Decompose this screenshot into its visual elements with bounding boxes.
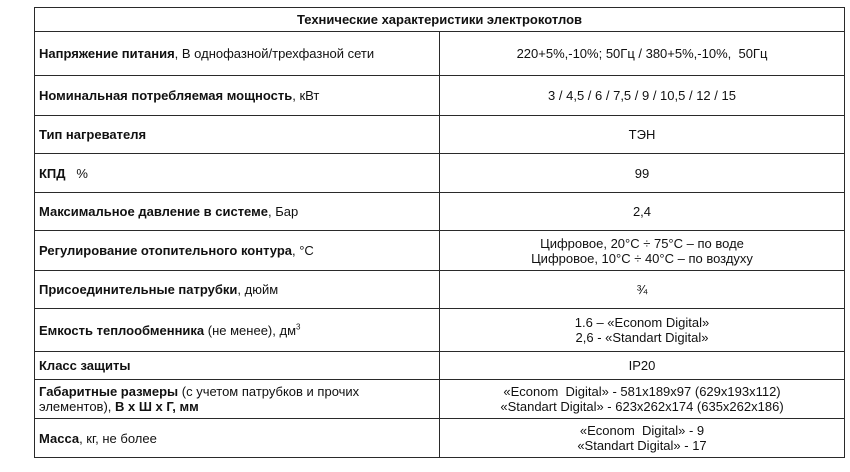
param-name: Напряжение питания [39, 46, 175, 61]
table-row [35, 193, 845, 231]
value-line: 220+5%,-10%; 50Гц / 380+5%,-10%, 50Гц [516, 46, 768, 61]
value-line: IP20 [628, 358, 656, 373]
value-cell [440, 380, 845, 419]
value-cell [440, 352, 845, 380]
param-cell [35, 419, 440, 458]
param-name: Присоединительные патрубки [39, 282, 238, 297]
table-body [35, 32, 845, 458]
param-unit: , кг, не более [79, 430, 157, 446]
param-unit: , В однофазной/трехфазной сети [174, 46, 375, 61]
param-name: Тип нагревателя [39, 127, 147, 142]
param-name: КПД [39, 165, 66, 181]
value-line: 2,4 [632, 204, 652, 219]
param-cell [35, 193, 440, 231]
param-dimensions: В х Ш х Г, мм [115, 399, 199, 414]
param-name: Масса [39, 430, 80, 446]
table-row [35, 380, 845, 419]
value-line: ¾ [636, 282, 648, 297]
value-line: «Econom Digital» - 9 [579, 423, 705, 438]
value-line: Цифровое, 20°С ÷ 75°С – по воде [540, 235, 744, 251]
table-row [35, 154, 845, 193]
value-cell [440, 76, 845, 116]
value-line: Цифровое, 10°С ÷ 40°С – по воздуху [531, 250, 753, 266]
table-row [35, 352, 845, 380]
param-unit: , °С [292, 243, 314, 258]
param-name: Номинальная потребляемая мощность [39, 88, 293, 103]
value-cell [440, 309, 845, 352]
param-unit: (с учетом патрубков и прочих элементов), [39, 384, 363, 414]
param-name: Емкость теплообменника [39, 322, 205, 338]
param-name: Класс защиты [39, 358, 131, 373]
value-line: «Econom Digital» - 581х189х97 (629х193х112) [503, 384, 781, 399]
param-cell [35, 309, 440, 352]
param-cell [35, 116, 440, 154]
param-cell [35, 76, 440, 116]
table-row [35, 231, 845, 271]
table-row [35, 309, 845, 352]
value-line: ТЭН [628, 127, 656, 142]
param-cell [35, 32, 440, 76]
param-cell [35, 154, 440, 193]
param-name: Регулирование отопительного контура [39, 243, 292, 258]
value-line: 3 / 4,5 / 6 / 7,5 / 9 / 10,5 / 12 / 15 [548, 88, 736, 103]
param-cell [35, 231, 440, 271]
value-line: 1.6 – «Econom Digital» [574, 315, 710, 330]
param-name: Габаритные размеры [39, 384, 179, 399]
param-cell [35, 352, 440, 380]
table-row [35, 419, 845, 458]
spec-table [34, 7, 845, 458]
param-name: Максимальное давление в системе [39, 204, 268, 219]
value-cell [440, 419, 845, 458]
value-cell [440, 271, 845, 309]
table-row [35, 271, 845, 309]
table-row [35, 76, 845, 116]
param-cell [35, 380, 440, 419]
value-line: «Standart Digital» - 623х262х174 (635х262х186) [500, 399, 784, 414]
unit-superscript: 3 [296, 322, 301, 332]
param-unit: (не менее), дм [204, 322, 297, 338]
param-unit: , дюйм [237, 282, 279, 297]
table-header-row [35, 8, 845, 32]
value-cell [440, 32, 845, 76]
value-cell [440, 193, 845, 231]
table-row [35, 32, 845, 76]
value-cell [440, 116, 845, 154]
param-unit: , Бар [267, 204, 299, 219]
value-cell [440, 231, 845, 271]
value-line: 2,6 - «Standart Digital» [575, 330, 709, 345]
param-unit: , кВт [292, 88, 320, 103]
value-line: 99 [634, 165, 650, 181]
param-unit: % [65, 165, 88, 181]
table-title: Технические характеристики электрокотлов [35, 8, 845, 32]
value-cell [440, 154, 845, 193]
table-row [35, 116, 845, 154]
value-line: «Standart Digital» - 17 [577, 438, 707, 453]
param-cell [35, 271, 440, 309]
